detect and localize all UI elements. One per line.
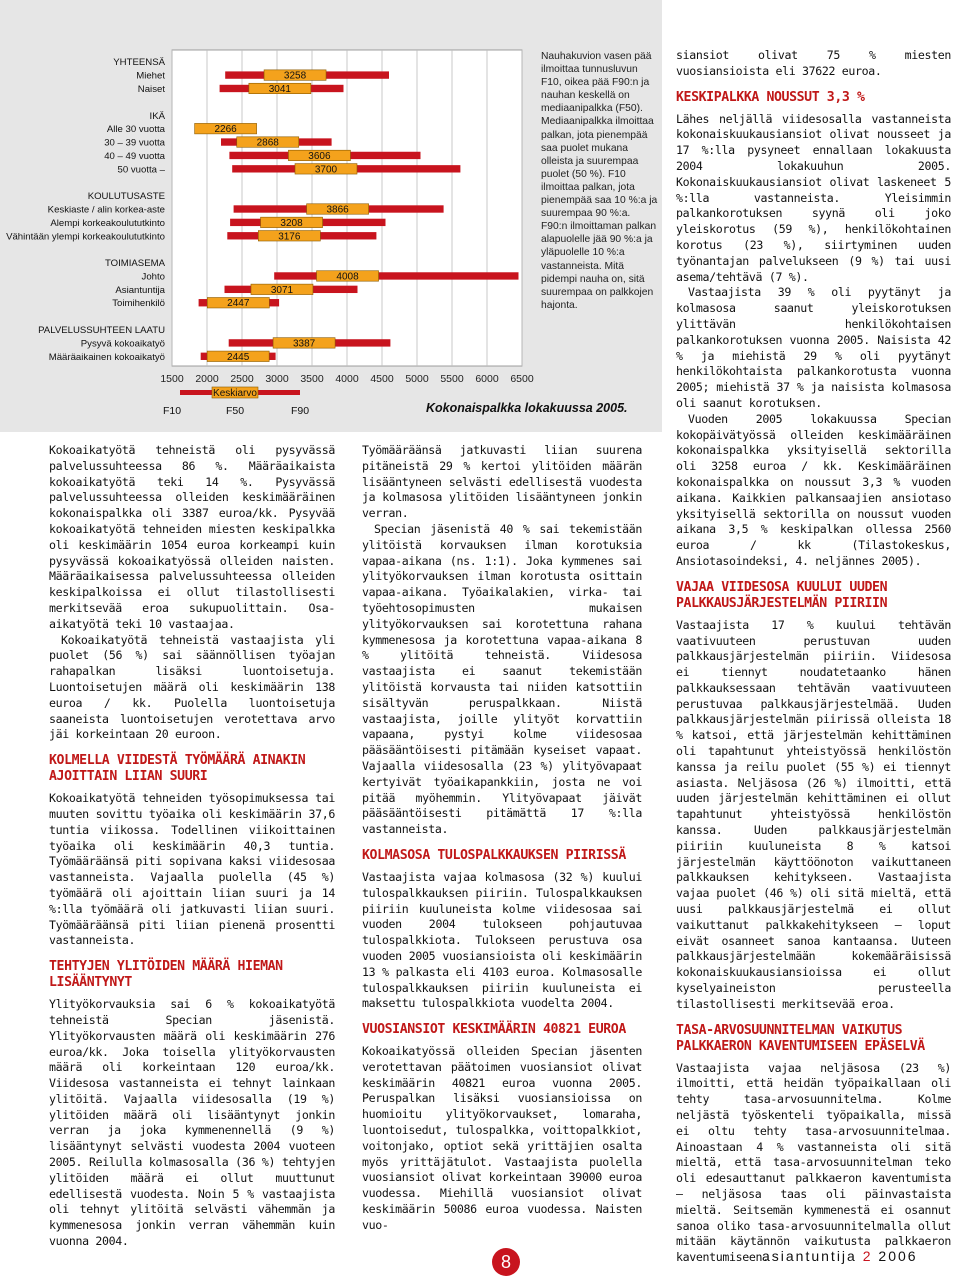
paragraph: Kokoaikatyössä olleiden Specian jäsenten verotettavan päätoimen vuosiansiot olivat keskimäärin 40821 euroa vuonna 2005. Peruspalkan lisäksi vuosiansioissa on huomioitu ylityökorvaukset, lomaraha, luontoisedut, tulospalkka, voittopalkkiot, voitonjako, optiot sekä yrittäjien osalta myös yrittäjätulot. Vastaajista puolella vuosiansiot olivat korkeintaan 39000 euroa vuodessa. Miehillä vuosiansiot olivat keskimäärin 50086 euroa vuodessa. Naisten vuo-: [362, 1044, 642, 1232]
section-heading: TEHTYJEN YLITÖIDEN MÄÄRÄ HIEMAN LISÄÄNTYNYT: [49, 959, 283, 991]
row-group-header: TOIMIASEMA: [104, 258, 165, 270]
legend-mid-label: F50: [225, 405, 245, 417]
row-label: Alle 30 vuotta: [106, 124, 165, 136]
median-value-label: 3176: [278, 231, 301, 243]
chart-caption: Kokonaispalkka lokakuussa 2005.: [426, 401, 628, 415]
x-tick-label: 3000: [265, 373, 289, 385]
section-heading: KESKIPALKKA NOUSSUT 3,3 %: [676, 89, 865, 105]
median-value-label: 3700: [314, 164, 338, 176]
paragraph: Vastaajista 39 % oli pyytänyt ja kolmasosa saanut yleiskorotuksen ylittävän henkilökohtaisen palkankorotuksen vuonna 2005. Naisista 42 % ja miehistä 29 % oli pyytänyt henkilökohtaista palkankorotusta vuonna 2005; miehistä 37 % ja naisista kolmasosa oli saanut korotuksen.: [676, 285, 951, 410]
row-group-header: IKÄ: [149, 110, 165, 122]
row-label: 30 – 39 vuotta: [104, 137, 165, 149]
x-tick-label: 6000: [475, 373, 499, 385]
x-tick-label: 6500: [510, 373, 534, 385]
chart-note: Nauhakuvion vasen pää ilmoittaa tunnusluvun F10, oikea pää F90:n ja nauhan keskellä on mediaanipalkka (F50). Mediaanipalkka ilmoittaa palkan, jota pienempää saa puolet mukana olleista ja suurempaa puolet (50 %). F10 ilmoittaa palkan, jota pienempää saa 10 %:a ja suurempaa 90 %:a. F90:n ilmoittaman palkan alapuolelle jää 90 %:a ja yläpuolelle 10 %:a vastanneista. Mitä pidempi nauha on, sitä suurempaa on palkkojen hajonta.: [541, 51, 658, 311]
legend-right-label: F90: [290, 405, 310, 417]
x-tick-label: 2500: [230, 373, 254, 385]
x-tick-label: 1500: [160, 373, 184, 385]
legend-left-label: F10: [162, 405, 182, 417]
row-label: Johto: [141, 271, 165, 283]
median-value-label: 3041: [268, 83, 291, 95]
median-value-label: 2868: [256, 137, 279, 149]
median-value-label: 2447: [227, 298, 250, 310]
row-group-header: KOULUTUSASTE: [87, 191, 165, 203]
x-tick-label: 3500: [300, 373, 324, 385]
row-label: Vähintään ylempi korkeakoulututkinto: [6, 231, 165, 243]
text-column-1: [49, 443, 335, 1250]
median-value-label: 3258: [283, 70, 307, 82]
paragraph: Vastaajista vajaa neljäsosa (23 %) ilmoitti, että heidän työpaikallaan oli tehty tasa-arvosuunnitelma. Kolme neljästä työskenteli työpaikalla, missä ei oltu tehty tasa-arvosuunnitelmaa. Ainoastaan 4 % vastanneista oli sitä mieltä, että tasa-arvosuunnitelman teko oli edesauttanut palkkaeron kaventumista – neljäsosa taas oli päinvastaista mieltä. Seitsemän kymmenestä ei osannut sanoa oliko tasa-arvosuunnitelmalla ollut mitään käytännön vaikutusta palkkaeron kaventumiseen.: [676, 1060, 951, 1265]
publication-year: 2006: [878, 1248, 918, 1264]
paragraph: Kokoaikatyötä tehneistä vastaajista yli puolet (56 %) sai säännöllisen työajan rahapalkan lisäksi luontoisetuja. Luontoisetujen määrä oli keskimäärin 138 euroa / kk. Puolella luontoisetuja saaneista luontoisetujen verotettava arvo jäi korkeintaan 20 euroon.: [49, 632, 335, 742]
page-number: 8: [492, 1248, 520, 1276]
salary-chart-panel: [0, 0, 662, 432]
row-label: 40 – 49 vuotta: [104, 150, 165, 162]
paragraph: Ylityökorvauksia sai 6 % kokoaikatyötä tehneistä Specian jäsenistä. Ylityökorvausten määrä oli keskimäärin 276 euroa/kk. Joka toisella ylityökorvausten määrä oli korkeintaan 120 euroa/kk. Viidesosa vastanneista ei tehnyt lainkaan ylitöitä. Vajaalla viidesosalla (19 %) ylitöiden määrä oli lisääntynyt jonkin verran ja joka kymmenennellä (9 %) lisääntynyt selvästi vuodesta 2004 vuoteen 2005. Reilulla kolmasosalla (36 %) tehtyjen ylitöiden määrä ei ollut muuttunut edellisestä vuodesta. Noin 5 % vastaajista oli tehnyt ylitöitä selvästi vähemmän ja kymmenesosa jonkin verran vähemmän kuin vuonna 2004.: [49, 997, 335, 1249]
paragraph: Vastaajista 17 % kuului tehtävän vaativuuteen perustuvan uuden palkkausjärjestelmän piiriin. Viidesosa ei tiennyt noudatetaanko hänen palkkauksessaan tehtävän vaativuuteen perustuvaa palkkausjärjestelmää. Uuden palkkausjärjestelmän piirissä olleista 18 % katsoi, että järjestelmän kehittäminen oli tapahtunut yhteistyössä henkilöstön kanssa ja reilu puolet (55 %) ei tiennyt asiasta. Neljäsosa (26 %) ilmoitti, että uuden järjestelmän kehittäminen ei ollut tapahtunut yhteistyössä henkilöstön kanssa. Uuden palkkausjärjestelmän piiriin kuuluneista 8 % katsoi järjestelmän käyttöönoton vaikuttaneen palkkauksen kehitykseen. Vastaajista vajaa puolet (46 %) oli sitä mieltä, että uusi palkkausjärjestelmä ei ollut vaikuttanut palkkakehitykseen – loput eivät osanneet sanoa kantaansa. Uuteen palkkausjärjestelmään kokemääräisissä kokonaiskuukausiansioissa ei ollut kyselyaineiston perusteella tilastollisesti merkitsevää eroa.: [676, 617, 951, 1011]
row-label: Miehet: [136, 70, 165, 82]
x-tick-label: 2000: [195, 373, 219, 385]
paragraph: Specian jäsenistä 40 % sai tekemistään ylitöistä korvauksen ilman korotuksia vapaa-aikana (ns. 1:1). Joka kymmenes sai ylityökorvauksen ilman korotusta osittain vapaa-aikana. Työaikalakien, virka- tai työehtosopimusten mukaisen ylityökorvauksen sai korotettuna rahana kymmenesosa ja korotettuna vapaa-aikana 8 % ylitöitä tehneistä. Viidesosa vastaajista ei saanut tekemistään ylitöistä korvausta tai niiden katsottiin sisältyvän peruspalkkaan. Niistä vastaajista, joille ylityöt korvattiin vapaana, pystyi kolme viidesosaa pääsääntöisesti pitämään kyseiset vapaat. Vajaalla viidesosalla (23 %) ylityövapaat kertyivät työaikapankkiin, josta ne voi pitää myöhemmin. Ylityövapaat jäivät pääsääntöisesti pitämättä 17 %:lla vastanneista.: [362, 521, 642, 837]
legend-box-label: Keskiarvo: [213, 388, 257, 399]
issue-number: 2: [862, 1248, 873, 1264]
row-label: Määräaikainen kokoaikatyö: [48, 351, 165, 363]
median-value-label: 4008: [336, 271, 359, 283]
section-heading: KOLMASOSA TULOSPALKKAUKSEN PIIRISSÄ: [362, 847, 626, 863]
text-column-3: [676, 48, 951, 1266]
median-value-label: 3866: [326, 204, 349, 216]
row-label: Pysyvä kokoaikatyö: [80, 338, 165, 350]
x-tick-label: 5500: [440, 373, 464, 385]
section-heading: VAJAA VIIDESOSA KUULUI UUDEN PALKKAUSJÄRJESTELMÄN PIIRIIN: [676, 579, 888, 611]
median-value-label: 3606: [308, 150, 331, 162]
x-tick-label: 4500: [370, 373, 394, 385]
section-heading: TASA-ARVOSUUNNITELMAN VAIKUTUS PALKKAERON KAVENTUMISEEN EPÄSELVÄ: [676, 1022, 925, 1054]
median-value-label: 3387: [292, 338, 316, 350]
paragraph: Kokoaikatyötä tehneiden työsopimuksessa tai muuten sovittu työaika oli keskimäärin 37,6 tuntia viikossa. Todellinen viikoittainen työaika oli keskimäärin 40,3 tuntia. Työmääräänsä piti sopivana kaksi viidesosaa vastanneista. Vajaalla puolella (45 %) työmäärä oli ajoittain liian suuri ja 14 %:lla työmäärä oli jatkuvasti liian suuri. Työmääräänsä piti liian pienenä prosentti vastanneista.: [49, 791, 335, 948]
publication-footer: [762, 1248, 918, 1264]
range-bar: [274, 272, 518, 279]
paragraph: siansiot olivat 75 % miesten vuosiansioista eli 37622 euroa.: [676, 48, 951, 78]
row-label: 50 vuotta –: [117, 164, 165, 176]
text-column-2: [362, 443, 642, 1234]
median-value-label: 2445: [227, 351, 250, 363]
median-value-label: 3208: [280, 217, 303, 229]
paragraph: Vastaajista vajaa kolmasosa (32 %) kuului tulospalkkauksen piiriin. Tulospalkkauksen piiriin kuuluneista kolme viidesosaa sai vuoden 2004 tulokseen pohjautuvaa tulospalkkiota. Tulokseen perustuva osa vuoden 2005 vuosiansioista oli keskimäärin 13 % palkasta eli 4103 euroa. Kolmasosalle tulospalkkauksen piiriin kuuluneista ei maksettu tulospalkkiota vuodelta 2004.: [362, 869, 642, 1011]
section-heading: KOLMELLA VIIDESTÄ TYÖMÄÄRÄ AINAKIN AJOITTAIN LIIAN SUURI: [49, 753, 306, 785]
median-value-label: 2266: [214, 124, 237, 136]
median-value-label: 3071: [270, 284, 294, 296]
row-label: Asiantuntija: [115, 284, 165, 296]
row-label: Alempi korkeakoulututkinto: [50, 217, 165, 229]
x-tick-label: 4000: [335, 373, 359, 385]
paragraph: Lähes neljällä viidesosalla vastanneista kokonaiskuukausiansiot olivat nousseet ja 17 %:lla pysyneet ennallaan lokakuusta 2004 lokakuuhun 2005. Kokonaiskuukausiansiot olivat laskeneet 5 %:lla vastanneista. Yleisimmin palkankorotuksen syynä oli joko yleiskorotus (59 %), henkilökohtainen korotus (23 %), siirtyminen uuden työnantajan palvelukseen (9 %) tai uusi asema/tehtävä (7 %).: [676, 111, 951, 284]
paragraph: Kokoaikatyötä tehneistä oli pysyvässä palvelussuhteessa 86 %. Määräaikaista kokoaikatyötä teki 14 %. Pysyvässä palvelussuhteessa olleiden keskimääräinen kokonaispalkka oli 3387 euroa/kk. Pysyvää kokoaikatyötä tehneiden miesten keskipalkka oli keskimäärin 1054 euroa korkeampi kuin pysyvässä kokoaikatyössä olleiden naisten. Määräaikaisessa palvelussuhteessa olleiden keskipalkoissa ei ollut tilastollisesti merkitsevää eroa sukupuolittain. Osa-aikatyötä teki 10 vastaajaa.: [49, 443, 335, 631]
paragraph: Työmääräänsä jatkuvasti liian suurena pitäneistä 29 % kertoi ylitöiden määrän lisääntyneen selvästi edellisestä vuodesta ja kolmasosa ylitöiden lisääntyneen jonkin verran.: [362, 443, 642, 521]
x-tick-label: 5000: [405, 373, 429, 385]
publication-name: asiantuntija: [762, 1248, 857, 1264]
row-group-header: PALVELUSSUHTEEN LAATU: [38, 325, 165, 337]
row-label: Toimihenkilö: [112, 298, 165, 310]
row-label: Naiset: [137, 83, 165, 95]
row-group-header: YHTEENSÄ: [113, 57, 165, 69]
paragraph: Vuoden 2005 lokakuussa Specian kokopäivätyössä olleiden keskimääräinen kokonaispalkka yksityisellä sektorilla oli 3258 euroa / kk. Keskimääräinen kokonaispalkka on noussut 3,3 % vuoden aikana. Kaikkien palkansaajien ansiotaso yksityisellä sektorilla on noussut vuoden aikana 3,5 % keskipalkan ollessa 2560 euroa / kk (Tilastokeskus, Ansiotasoindeksi, 4. neljännes 2005).: [676, 411, 951, 568]
row-label: Keskiaste / alin korkea-aste: [47, 204, 165, 216]
section-heading: VUOSIANSIOT KESKIMÄÄRIN 40821 EUROA: [362, 1022, 626, 1038]
